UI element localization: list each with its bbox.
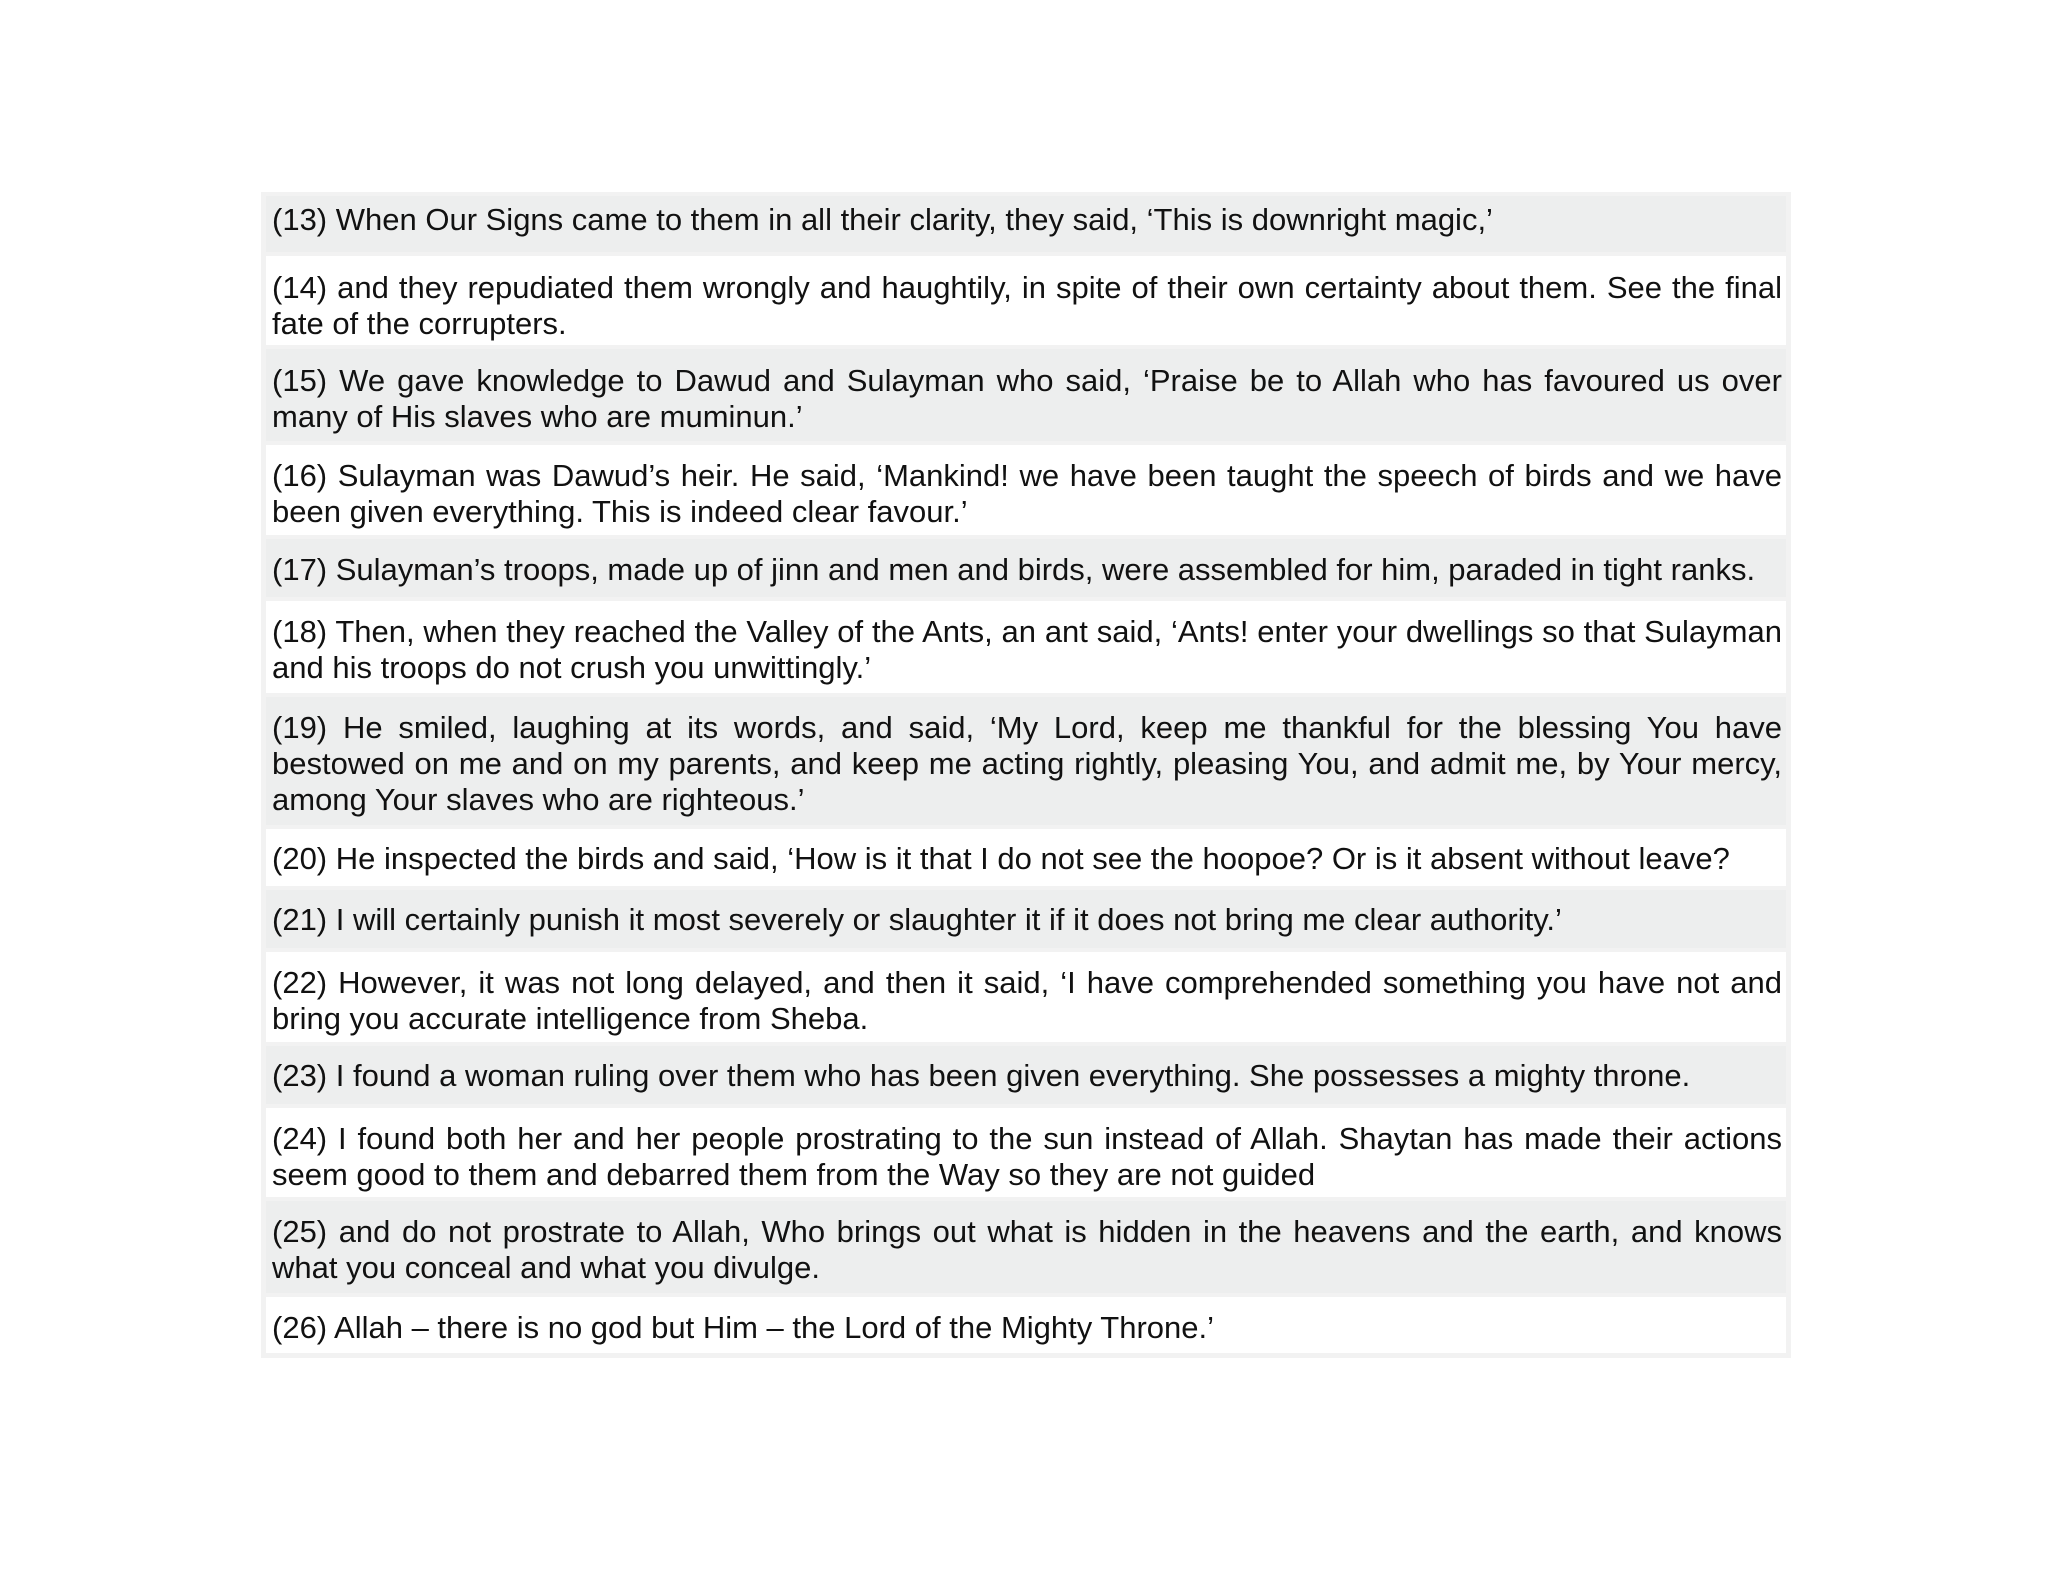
verse-row-16 xyxy=(266,445,1786,535)
verse-row-25 xyxy=(266,1201,1786,1293)
verse-text: (14) and they repudiated them wrongly and haughtily, in spite of their own certainty about them. See the final fate of the corrupters. xyxy=(272,270,1782,341)
verse-row-17 xyxy=(266,539,1786,597)
verse-row-24 xyxy=(266,1108,1786,1197)
verse-text: (19) He smiled, laughing at its words, and said, ‘My Lord, keep me thankful for the blessing You have bestowed on me and on my parents, and keep me acting rightly, pleasing You, and admit me, by Your mercy, among Your slaves who are righteous.’ xyxy=(272,710,1782,817)
verse-text: (18) Then, when they reached the Valley of the Ants, an ant said, ‘Ants! enter your dwellings so that Sulayman and his troops do not crush you unwittingly.’ xyxy=(272,614,1782,685)
verse-text: (24) I found both her and her people prostrating to the sun instead of Allah. Shaytan has made their actions seem good to them and debarred them from the Way so they are not guided xyxy=(272,1121,1782,1192)
verse-text: (13) When Our Signs came to them in all their clarity, they said, ‘This is downright magic,’ xyxy=(272,202,1493,237)
verse-text: (22) However, it was not long delayed, and then it said, ‘I have comprehended something you have not and bring you accurate intelligence from Sheba. xyxy=(272,965,1782,1036)
verse-text: (26) Allah – there is no god but Him – the Lord of the Mighty Throne.’ xyxy=(272,1310,1215,1345)
verse-row-19 xyxy=(266,697,1786,825)
verse-row-15 xyxy=(266,349,1786,441)
verse-row-22 xyxy=(266,952,1786,1042)
verse-row-23 xyxy=(266,1046,1786,1104)
verse-text: (20) He inspected the birds and said, ‘How is it that I do not see the hoopoe? Or is it absent without leave? xyxy=(272,841,1730,876)
verse-text: (16) Sulayman was Dawud’s heir. He said, ‘Mankind! we have been taught the speech of birds and we have been given everything. This is indeed clear favour.’ xyxy=(272,458,1782,529)
verse-row-20 xyxy=(266,829,1786,886)
verse-row-13 xyxy=(266,196,1786,252)
verse-text: (17) Sulayman’s troops, made up of jinn and men and birds, were assembled for him, paraded in tight ranks. xyxy=(272,552,1756,587)
verse-text: (21) I will certainly punish it most severely or slaughter it if it does not bring me clear authority.’ xyxy=(272,902,1562,937)
verse-row-26 xyxy=(266,1297,1786,1353)
verse-row-14 xyxy=(266,256,1786,345)
verse-text: (23) I found a woman ruling over them who has been given everything. She possesses a mighty throne. xyxy=(272,1058,1691,1093)
verse-row-18 xyxy=(266,601,1786,693)
verse-text: (25) and do not prostrate to Allah, Who brings out what is hidden in the heavens and the earth, and knows what you conceal and what you divulge. xyxy=(272,1214,1782,1285)
verse-text: (15) We gave knowledge to Dawud and Sulayman who said, ‘Praise be to Allah who has favoured us over many of His slaves who are muminun.’ xyxy=(272,363,1782,434)
verse-row-21 xyxy=(266,890,1786,948)
verse-table xyxy=(261,192,1791,1358)
